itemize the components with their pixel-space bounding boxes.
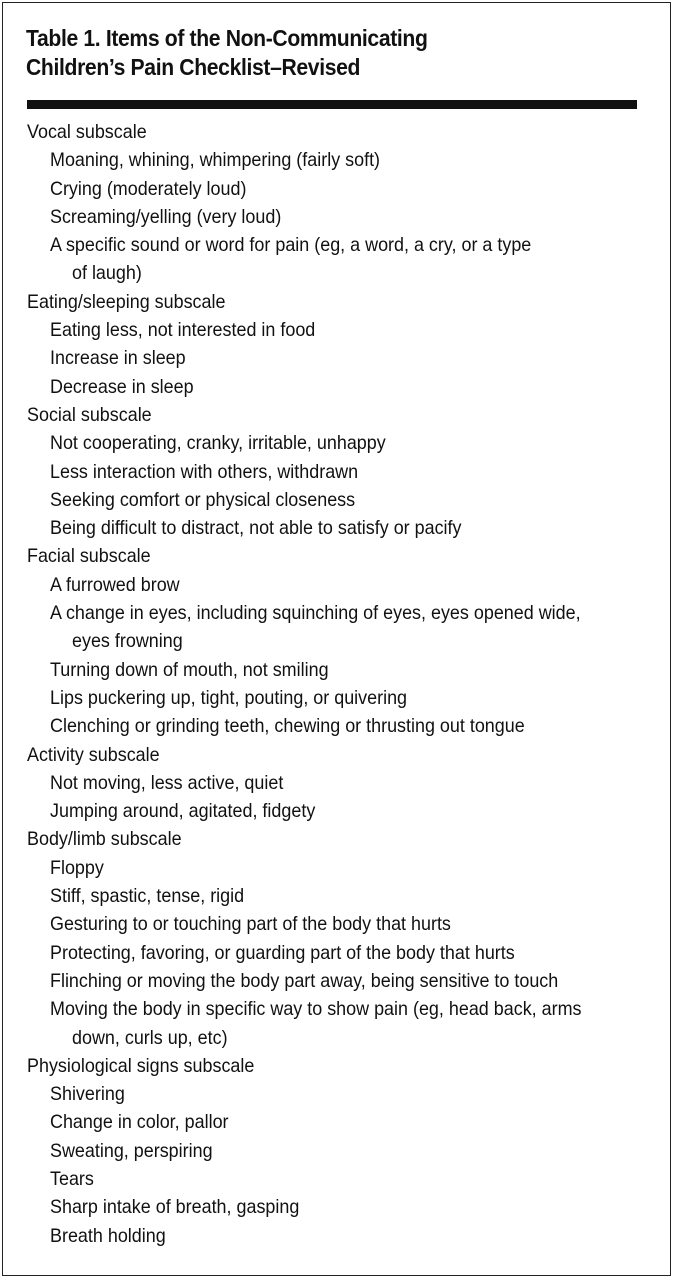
checklist-item-text: A specific sound or word for pain (eg, a word, a cry, or a type [50, 234, 532, 257]
checklist-item-text: Crying (moderately loud) [50, 177, 247, 200]
checklist-item [27, 1137, 667, 1165]
checklist-item [27, 712, 667, 740]
checklist-item [27, 231, 667, 259]
table-title-line-1: Table 1. Items of the Non-Communicating [26, 25, 428, 51]
table-title-line-2: Children’s Pain Checklist–Revised [26, 54, 361, 80]
checklist-item [27, 1222, 667, 1250]
checklist-item [27, 373, 667, 401]
checklist-item [27, 599, 667, 627]
checklist-item [27, 1108, 667, 1136]
checklist-item [27, 1165, 667, 1193]
checklist-item-continuation [27, 259, 667, 287]
checklist-item-text: Sweating, perspiring [50, 1139, 213, 1162]
table-title [26, 24, 584, 82]
checklist-item-text: Breath holding [50, 1224, 166, 1247]
checklist-item [27, 344, 667, 372]
checklist-item [27, 854, 667, 882]
subscale-heading [27, 1052, 667, 1080]
checklist-item-text: Eating less, not interested in food [50, 319, 316, 342]
checklist-item-text: Turning down of mouth, not smiling [50, 658, 329, 681]
checklist-item-text: Tears [50, 1167, 94, 1190]
checklist-item [27, 939, 667, 967]
checklist-item [27, 995, 667, 1023]
title-rule [27, 100, 637, 109]
subscale-heading-text: Facial subscale [27, 545, 151, 568]
checklist-item-text: Screaming/yelling (very loud) [50, 205, 282, 228]
subscale-heading [27, 401, 667, 429]
subscale-heading [27, 118, 667, 146]
checklist-item [27, 571, 667, 599]
subscale-heading-text: Eating/sleeping subscale [27, 290, 226, 313]
checklist-item-text: Less interaction with others, withdrawn [50, 460, 359, 483]
checklist-item-text: Not moving, less active, quiet [50, 771, 284, 794]
checklist-item [27, 458, 667, 486]
checklist-item-text: Being difficult to distract, not able to satisfy or pacify [50, 517, 462, 540]
checklist-item-continuation [27, 1024, 667, 1052]
checklist-item-text: down, curls up, etc) [72, 1026, 228, 1049]
checklist-item [27, 656, 667, 684]
checklist-item-text: Floppy [50, 856, 104, 879]
checklist-item-text: Stiff, spastic, tense, rigid [50, 885, 245, 908]
checklist-item-text: Moaning, whining, whimpering (fairly soft) [50, 149, 381, 172]
subscale-heading [27, 288, 667, 316]
checklist-item-text: Protecting, favoring, or guarding part of the body that hurts [50, 941, 515, 964]
checklist-item [27, 910, 667, 938]
checklist-item [27, 769, 667, 797]
checklist-item-text: Lips puckering up, tight, pouting, or quivering [50, 686, 408, 709]
checklist-item [27, 514, 667, 542]
checklist-item [27, 882, 667, 910]
checklist-item-text: eyes frowning [72, 630, 183, 653]
checklist-item [27, 146, 667, 174]
checklist-items [27, 118, 667, 1250]
checklist-item-text: Change in color, pallor [50, 1111, 229, 1134]
subscale-heading-text: Physiological signs subscale [27, 1054, 255, 1077]
subscale-heading-text: Vocal subscale [27, 121, 147, 143]
checklist-item [27, 1080, 667, 1108]
checklist-item-text: Sharp intake of breath, gasping [50, 1196, 300, 1219]
checklist-item-text: Moving the body in specific way to show pain (eg, head back, arms [50, 998, 582, 1021]
checklist-item-text: A change in eyes, including squinching of eyes, eyes opened wide, [50, 602, 581, 625]
checklist-item [27, 429, 667, 457]
checklist-item-text: Decrease in sleep [50, 375, 194, 398]
subscale-heading [27, 741, 667, 769]
checklist-item-text: Not cooperating, cranky, irritable, unhappy [50, 432, 386, 455]
checklist-item-text: Gesturing to or touching part of the body that hurts [50, 913, 451, 936]
checklist-item [27, 967, 667, 995]
checklist-item-text: of laugh) [72, 262, 142, 285]
checklist-item [27, 1193, 667, 1221]
checklist-item-text: Clenching or grinding teeth, chewing or thrusting out tongue [50, 715, 525, 738]
subscale-heading [27, 825, 667, 853]
checklist-item-continuation [27, 627, 667, 655]
checklist-item [27, 486, 667, 514]
checklist-item-text: Shivering [50, 1083, 125, 1106]
subscale-heading-text: Activity subscale [27, 743, 160, 766]
checklist-item-text: Increase in sleep [50, 347, 186, 370]
checklist-item [27, 684, 667, 712]
checklist-item-text: Flinching or moving the body part away, being sensitive to touch [50, 969, 559, 992]
checklist-item-text: Seeking comfort or physical closeness [50, 488, 356, 511]
checklist-item [27, 175, 667, 203]
checklist-item [27, 316, 667, 344]
checklist-item [27, 797, 667, 825]
checklist-item [27, 203, 667, 231]
subscale-heading-text: Body/limb subscale [27, 828, 182, 851]
checklist-item-text: A furrowed brow [50, 573, 180, 596]
subscale-heading [27, 542, 667, 570]
checklist-item-text: Jumping around, agitated, fidgety [50, 800, 316, 823]
subscale-heading-text: Social subscale [27, 403, 152, 426]
